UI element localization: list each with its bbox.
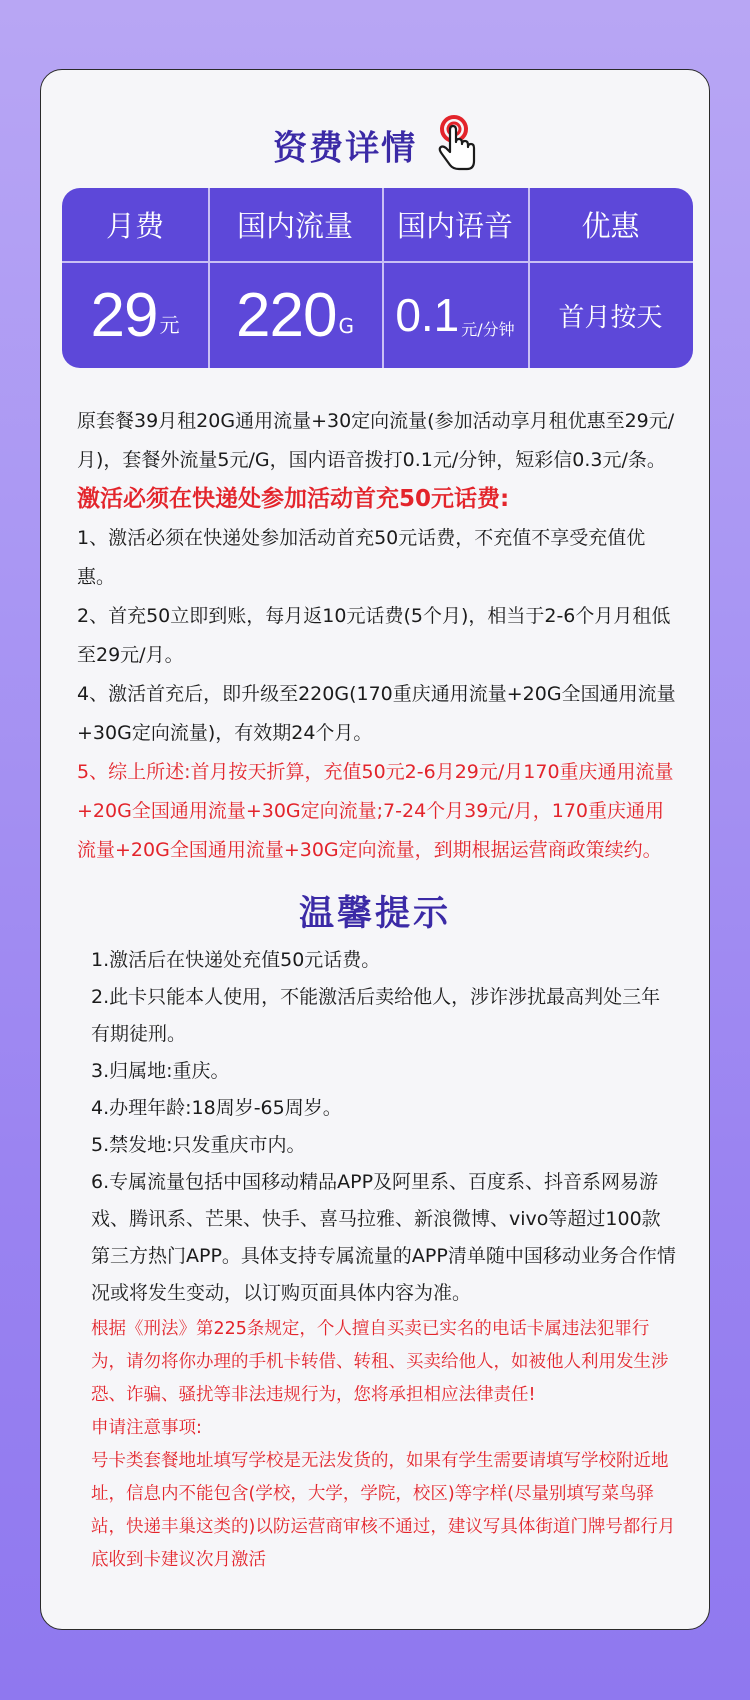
summary-text: 5、综上所述:首月按天折算，充值50元2-6月29元/月170重庆通用流量+20G全国通用流量+30G定向流量;7-24个月39元/月，170重庆通用流量+20G全国通用流量+30G定向流量，到期根据运营商政策续约。 <box>77 761 674 861</box>
monthly-fee-unit: 元 <box>159 313 180 337</box>
tariff-title <box>41 116 709 174</box>
offer-text: 首月按天 <box>558 302 663 333</box>
voice-value <box>382 262 528 368</box>
legal-notice <box>91 1313 679 1577</box>
tips-title: 温馨提示 <box>298 894 451 934</box>
package-description: 原套餐39月租20G通用流量+30定向流量(参加活动享月租优惠至29元/月)，套餐外流量5元/G，国内语音拨打0.1元/分钟，短彩信0.3元/条。 <box>77 410 675 471</box>
tips-list <box>91 942 679 1312</box>
tip-item: 5.禁发地:只发重庆市内。 <box>91 1134 306 1156</box>
tip-item: 2.此卡只能本人使用，不能激活后卖给他人，涉诈涉扰最高判处三年有期徒刑。 <box>91 986 661 1045</box>
tip-item: 3.归属地:重庆。 <box>91 1060 230 1082</box>
tip-item: 1.激活后在快递处充值50元话费。 <box>91 949 381 971</box>
header-domestic-voice: 国内语音 <box>396 209 513 243</box>
tariff-table <box>62 188 693 368</box>
activation-item: 2、首充50立即到账，每月返10元话费(5个月)，相当于2-6个月月租低至29元/月。 <box>77 605 671 666</box>
activation-item: 4、激活首充后，即升级至220G(170重庆通用流量+20G全国通用流量+30G定向流量)，有效期24个月。 <box>77 683 676 744</box>
activation-item: 1、激活必须在快递处参加活动首充50元话费，不充值不享受充值优惠。 <box>77 527 646 588</box>
data-value <box>208 262 382 368</box>
voice-unit: 元/分钟 <box>461 320 515 339</box>
voice-number: 0.1 <box>395 289 460 341</box>
table-column-divider <box>382 188 384 368</box>
header-offer: 优惠 <box>581 209 640 243</box>
table-header-row <box>62 188 693 261</box>
pointing-hand-icon <box>437 114 477 172</box>
header-monthly-fee: 月费 <box>105 209 164 243</box>
activation-heading: 激活必须在快递处参加活动首充50元话费: <box>77 486 510 512</box>
tariff-card <box>40 69 710 1630</box>
data-number: 220 <box>236 280 337 350</box>
notice-heading: 申请注意事项: <box>91 1418 202 1438</box>
package-details <box>77 402 681 870</box>
table-column-divider <box>528 188 530 368</box>
monthly-fee-value <box>62 262 208 368</box>
offer-value <box>528 262 693 368</box>
monthly-fee-number: 29 <box>90 280 158 350</box>
legal-text: 根据《刑法》第225条规定，个人擅自买卖已实名的电话卡属违法犯罪行为，请勿将你办理的手机卡转借、转租、买卖给他人，如被他人利用发生涉恐、诈骗、骚扰等非法违规行为，您将承担相应法律责任! <box>91 1319 669 1405</box>
tip-item: 6.专属流量包括中国移动精品APP及阿里系、百度系、抖音系网易游戏、腾讯系、芒果、快手、喜马拉雅、新浪微博、vivo等超过100款第三方热门APP。具体支持专属流量的APP清单随中国移动业务合作情况或将发生变动，以订购页面具体内容为准。 <box>91 1171 676 1304</box>
notice-text: 号卡类套餐地址填写学校是无法发货的，如果有学生需要请填写学校附近地址，信息内不能包含(学校，大学，学院，校区)等字样(尽量别填写菜鸟驿站，快递丰巢这类的)以防运营商审核不通过，建议写具体街道门牌号都行月底收到卡建议次月激活 <box>91 1451 676 1570</box>
data-unit: G <box>338 314 354 338</box>
tariff-title-text: 资费详情 <box>273 128 418 169</box>
tip-item: 4.办理年龄:18周岁-65周岁。 <box>91 1097 342 1119</box>
header-domestic-data: 国内流量 <box>236 209 353 243</box>
table-value-row <box>62 262 693 368</box>
table-column-divider <box>208 188 210 368</box>
